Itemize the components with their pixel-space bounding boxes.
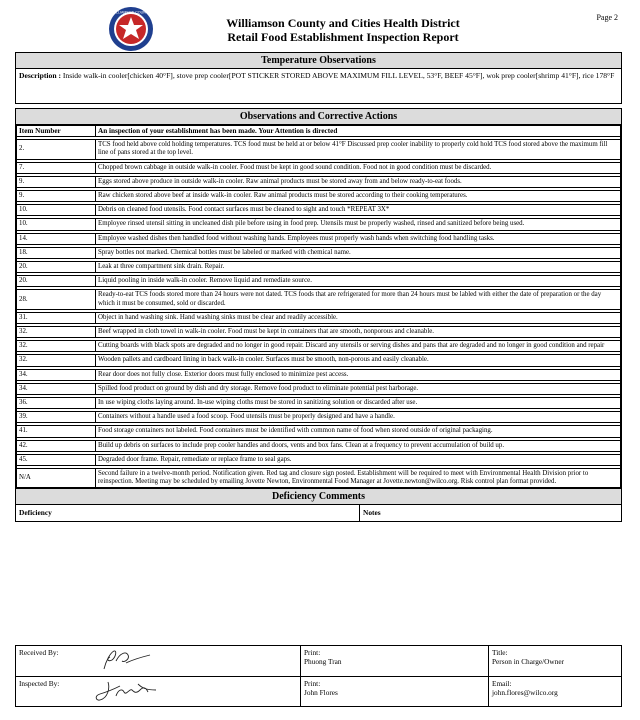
observation-text-cell: Second failure in a twelve-month period. Notification given. Red tag and closure sign posted. Establishment will be required to meet with Environmental Health Division prior to reinspection. Meeting may be scheduled by emailing Jovette Newton, Environmental Food Manager at Jovette.newton@wilco.org. Risk control plan format provided. xyxy=(96,469,621,488)
item-number-cell: 42. xyxy=(17,440,96,451)
report-title xyxy=(0,16,640,44)
observation-text-cell: Object in hand washing sink. Hand washing sinks must be clear and readily accessible. xyxy=(96,312,621,323)
observation-row xyxy=(17,262,621,273)
col-item-number: Item Number xyxy=(17,126,96,137)
inspector-signature-image xyxy=(86,678,166,704)
observation-row xyxy=(17,247,621,258)
observation-text-cell: Eggs stored above produce in outside walk-in cooler. Raw animal products must be stored away from and below ready-to-eat foods. xyxy=(96,176,621,187)
observation-row xyxy=(17,355,621,366)
item-number-cell: 45. xyxy=(17,454,96,465)
item-number-cell: 39. xyxy=(17,412,96,423)
observation-text-cell: Employee washed dishes then handled food without washing hands. Employees must properly wash hands when switching food handling tasks. xyxy=(96,233,621,244)
observation-row xyxy=(17,369,621,380)
observation-text-cell: Wooden pallets and cardboard lining in back walk-in cooler. Surfaces must be smooth, non-porous and easily cleanable. xyxy=(96,355,621,366)
received-title-value: Person in Charge/Owner xyxy=(492,657,565,666)
observation-row xyxy=(17,426,621,437)
received-by-cell xyxy=(16,646,301,676)
inspected-email-cell xyxy=(489,677,621,707)
observation-text-cell: Rear door does not fully close. Exterior doors must fully enclosed to minimize pest access. xyxy=(96,369,621,380)
inspected-by-cell xyxy=(16,677,301,707)
temperature-section xyxy=(15,52,622,104)
item-number-cell: 34. xyxy=(17,383,96,394)
observation-row xyxy=(17,440,621,451)
observation-text-cell: Employee rinsed utensil sitting in uncleaned dish pile before using in food prep. Utensils must be properly washed, rinsed and sanitized before being used. xyxy=(96,219,621,230)
item-number-cell: 31. xyxy=(17,312,96,323)
observation-row xyxy=(17,412,621,423)
temperature-heading: Temperature Observations xyxy=(16,53,621,69)
notes-label: Notes xyxy=(363,508,381,518)
item-number-cell: 2. xyxy=(17,140,96,159)
observation-row xyxy=(17,454,621,465)
observation-text-cell: In use wiping cloths laying around. In-use wiping cloths must be stored in sanitizing solution or discarded after use. xyxy=(96,398,621,409)
inspected-row xyxy=(16,676,621,707)
observation-row xyxy=(17,290,621,309)
item-number-cell: 28. xyxy=(17,290,96,309)
observation-row xyxy=(17,276,621,287)
observation-row xyxy=(17,341,621,352)
observation-text-cell: Spilled food product on ground by dish and dry storage. Remove food product to eliminate potential pest harborage. xyxy=(96,383,621,394)
deficiency-label: Deficiency xyxy=(16,505,360,521)
temperature-description xyxy=(16,69,621,83)
item-number-cell: 9. xyxy=(17,176,96,187)
observations-table xyxy=(16,125,621,488)
item-number-cell: 32. xyxy=(17,355,96,366)
observation-row xyxy=(17,233,621,244)
observation-text-cell: Spray bottles not marked. Chemical bottles must be labeled or marked with chemical name. xyxy=(96,247,621,258)
observation-text-cell: Chopped brown cabbage in outside walk-in cooler. Food must be kept in good sound condition. Food not in good condition must be discarded. xyxy=(96,162,621,173)
received-print-cell xyxy=(301,646,489,676)
observation-row xyxy=(17,191,621,202)
inspected-print-label: Print: xyxy=(304,679,321,688)
received-print-label: Print: xyxy=(304,648,321,657)
observation-text-cell: Raw chicken stored above beef at inside walk-in cooler. Raw animal products must be stored according to their cooking temperatures. xyxy=(96,191,621,202)
inspected-email-label: Email: xyxy=(492,679,512,688)
observation-text-cell: Food storage containers not labeled. Food containers must be identified with common name of food when stored outside of original packaging. xyxy=(96,426,621,437)
item-number-cell: 32. xyxy=(17,327,96,338)
item-number-cell: 34. xyxy=(17,369,96,380)
item-number-cell: 14. xyxy=(17,233,96,244)
received-row xyxy=(16,646,621,676)
description-label: Description : xyxy=(19,71,61,80)
received-title-label: Title: xyxy=(492,648,508,657)
observation-row xyxy=(17,219,621,230)
observation-row xyxy=(17,327,621,338)
received-signature-image xyxy=(86,647,166,673)
description-text: Inside walk-in cooler[chicken 40°F], stove prep cooler[POT STICKER STORED ABOVE MAXIMUM FILL LEVEL, 53°F, BEEF 45°F], wok prep cooler[shrimp 41°F], rice 178°F xyxy=(60,71,615,80)
observation-text-cell: Liquid pooling in inside walk-in cooler. Remove liquid and remediate source. xyxy=(96,276,621,287)
page-number: Page 2 xyxy=(596,13,618,22)
col-attention: An inspection of your establishment has been made. Your Attention is directed xyxy=(96,126,621,137)
observations-header-row xyxy=(17,126,621,137)
title-line-2: Retail Food Establishment Inspection Report xyxy=(227,30,459,44)
item-number-cell: 9. xyxy=(17,191,96,202)
observations-heading: Observations and Corrective Actions xyxy=(16,109,621,125)
observation-text-cell: Ready-to-eat TCS foods stored more than 24 hours were not dated. TCS foods that are refrigerated for more than 24 hours must be labled with either the date of preparation or the day which it must be consumed, sold or discarded. xyxy=(96,290,621,309)
observation-text-cell: Degraded door frame. Repair, remediate or replace frame to seal gaps. xyxy=(96,454,621,465)
signature-section xyxy=(15,645,622,707)
item-number-cell: 7. xyxy=(17,162,96,173)
item-number-cell: 32. xyxy=(17,341,96,352)
observation-row xyxy=(17,162,621,173)
observation-row xyxy=(17,205,621,216)
inspected-email-value: john.flores@wilco.org xyxy=(492,688,558,697)
observation-text-cell: Leak at three compartment sink drain. Repair. xyxy=(96,262,621,273)
observation-text-cell: Build up debris on surfaces to include prep cooler handles and doors, vents and box fans. Clean at a frequency to prevent accumulation of build up. xyxy=(96,440,621,451)
observation-text-cell: Containers without a handle used a food scoop. Food utensils must be properly designed and have a handle. xyxy=(96,412,621,423)
observation-row xyxy=(17,383,621,394)
observations-section xyxy=(15,108,622,522)
observation-text-cell: TCS food held above cold holding temperatures. TCS food must be held at or below 41°F Discussed prep cooler inability to properly cold hold TCS food stored above the maximum fill line of pans stored at the top level. xyxy=(96,140,621,159)
observation-text-cell: Debris on cleaned food utensils. Food contact surfaces must be cleaned to sight and touch *REPEAT 3X* xyxy=(96,205,621,216)
inspected-print-cell xyxy=(301,677,489,707)
inspected-print-name: John Flores xyxy=(304,688,338,697)
item-number-cell: 36. xyxy=(17,398,96,409)
inspected-by-label: Inspected By: xyxy=(19,679,60,688)
received-print-name: Phuong Tran xyxy=(304,657,342,666)
observation-row xyxy=(17,176,621,187)
item-number-cell: 20. xyxy=(17,262,96,273)
observation-row xyxy=(17,398,621,409)
title-line-1: Williamson County and Cities Health District xyxy=(226,16,460,30)
item-number-cell: 18. xyxy=(17,247,96,258)
deficiency-heading: Deficiency Comments xyxy=(16,488,621,504)
received-by-label: Received By: xyxy=(19,648,59,657)
deficiency-row xyxy=(16,504,621,521)
observation-row xyxy=(17,140,621,159)
item-number-cell: 10. xyxy=(17,219,96,230)
item-number-cell: 10. xyxy=(17,205,96,216)
observation-row xyxy=(17,469,621,488)
observation-text-cell: Beef wrapped in cloth towel in walk-in cooler. Food must be kept in containers that are smooth, nonporous and cleanable. xyxy=(96,327,621,338)
observation-text-cell: Cutting boards with black spots are degraded and no longer in good repair. Discard any utensils or serving dishes and pans that are degraded and no longer in good condition and repair xyxy=(96,341,621,352)
svg-text:WILLIAMSON COUNTY: WILLIAMSON COUNTY xyxy=(111,10,151,15)
received-title-cell xyxy=(489,646,621,676)
item-number-cell: N/A xyxy=(17,469,96,488)
item-number-cell: 41. xyxy=(17,426,96,437)
observation-row xyxy=(17,312,621,323)
item-number-cell: 20. xyxy=(17,276,96,287)
